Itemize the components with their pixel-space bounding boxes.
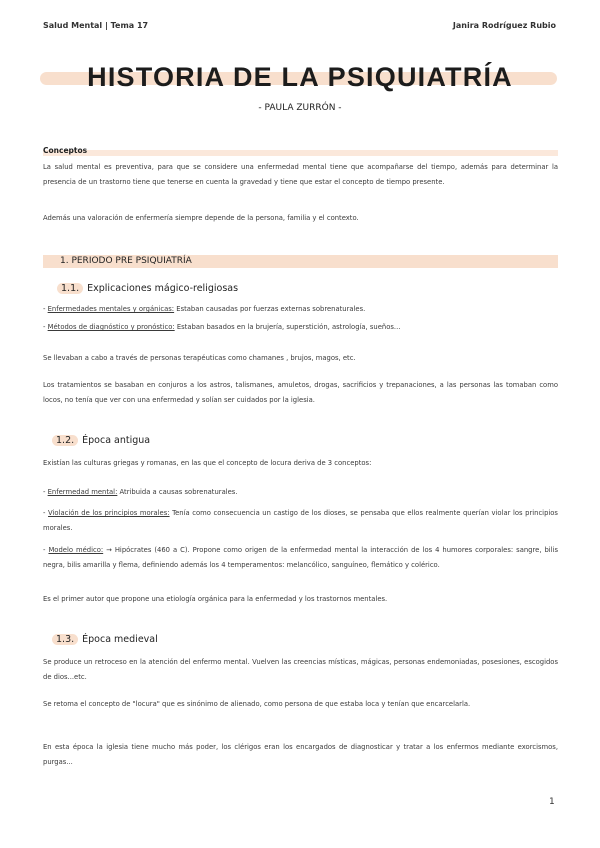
term: Enfermedades mentales y orgánicas: xyxy=(47,305,175,313)
list-item: - Modelo médico: → Hipócrates (460 a C). Propone como origen de la enfermedad mental la interacción de los 4 humores corporales: sangre, bilis negra, bilis amarilla y flema, definiendo además los 4 temperamentos: melancólico, sanguíneo, flemático y colérico. xyxy=(43,546,558,569)
list-item: - Métodos de diagnóstico y pronóstico: Estaban basados en la brujería, superstición, astrología, sueños... xyxy=(43,323,401,331)
page-number: 1 xyxy=(549,797,555,807)
paragraph: Existían las culturas griegas y romanas, en las que el concepto de locura deriva de 3 conceptos: xyxy=(43,459,372,467)
subsection-number: 1.3. xyxy=(52,634,78,645)
conceptos-label: Conceptos xyxy=(43,146,88,155)
subsection-1-3-heading xyxy=(52,634,158,645)
conceptos-paragraph-2: Además una valoración de enfermería siempre depende de la persona, familia y el contexto. xyxy=(43,214,359,222)
paragraph: Los tratamientos se basaban en conjuros a los astros, talismanes, amuletos, drogas, sacrificios y trepanaciones, a las personas las tomaban como locos, no tenía que ver con una enfermedad y solían ser cuidados por la iglesia. xyxy=(43,381,558,404)
page-subtitle: - PAULA ZURRÓN - xyxy=(258,103,342,113)
list-item: - Violación de los principios morales: Tenía como consecuencia un castigo de los dioses, se pensaba que ellos realmente querían violar los principios morales. xyxy=(43,509,558,532)
subsection-1-1-heading xyxy=(57,283,238,294)
list-item: - Enfermedad mental: Atribuida a causas sobrenaturales. xyxy=(43,488,238,496)
subsection-1-2-heading xyxy=(52,435,150,446)
subsection-number: 1.1. xyxy=(57,283,83,294)
section-title: 1. PERIODO PRE PSIQUIATRÍA xyxy=(60,256,192,266)
paragraph: Se retoma el concepto de "locura" que es sinónimo de alienado, como persona de que estaba loca y tenían que encarcelarla. xyxy=(43,700,471,708)
list-item: - Enfermedades mentales y orgánicas: Estaban causadas por fuerzas externas sobrenaturales. xyxy=(43,305,366,313)
subsection-title: Explicaciones mágico-religiosas xyxy=(87,283,239,294)
page-title: HISTORIA DE LA PSIQUIATRÍA xyxy=(87,62,513,92)
term: Enfermedad mental: xyxy=(47,488,118,496)
conceptos-highlight xyxy=(43,150,558,156)
paragraph: Se llevaban a cabo a través de personas terapéuticas como chamanes , brujos, magos, etc. xyxy=(43,354,356,362)
term: Modelo médico: xyxy=(48,546,104,554)
paragraph: Se produce un retroceso en la atención del enfermo mental. Vuelven las creencias místicas, mágicas, personas endemoniadas, posesiones, escogidos de dios...etc. xyxy=(43,658,558,681)
subsection-title: Época antigua xyxy=(82,435,151,446)
term: Violación de los principios morales: xyxy=(48,509,170,517)
paragraph: En esta época la iglesia tiene mucho más poder, los clérigos eran los encargados de diagnosticar y tratar a los enfermos mediante exorcismos, purgas... xyxy=(43,743,558,766)
header-right: Janira Rodríguez Rubio xyxy=(452,21,556,30)
header-left: Salud Mental | Tema 17 xyxy=(43,21,149,30)
paragraph: Es el primer autor que propone una etiología orgánica para la enfermedad y los trastornos mentales. xyxy=(43,595,388,603)
subsection-number: 1.2. xyxy=(52,435,78,446)
conceptos-paragraph-1: La salud mental es preventiva, para que se considere una enfermedad mental tiene que acompañarse del tiempo, además para determinar la presencia de un trastorno tiene que tenerse en cuenta la gravedad y tiene que estar el concepto de tiempo presente. xyxy=(43,163,558,186)
subsection-title: Época medieval xyxy=(82,634,158,645)
term: Métodos de diagnóstico y pronóstico: xyxy=(47,323,175,331)
